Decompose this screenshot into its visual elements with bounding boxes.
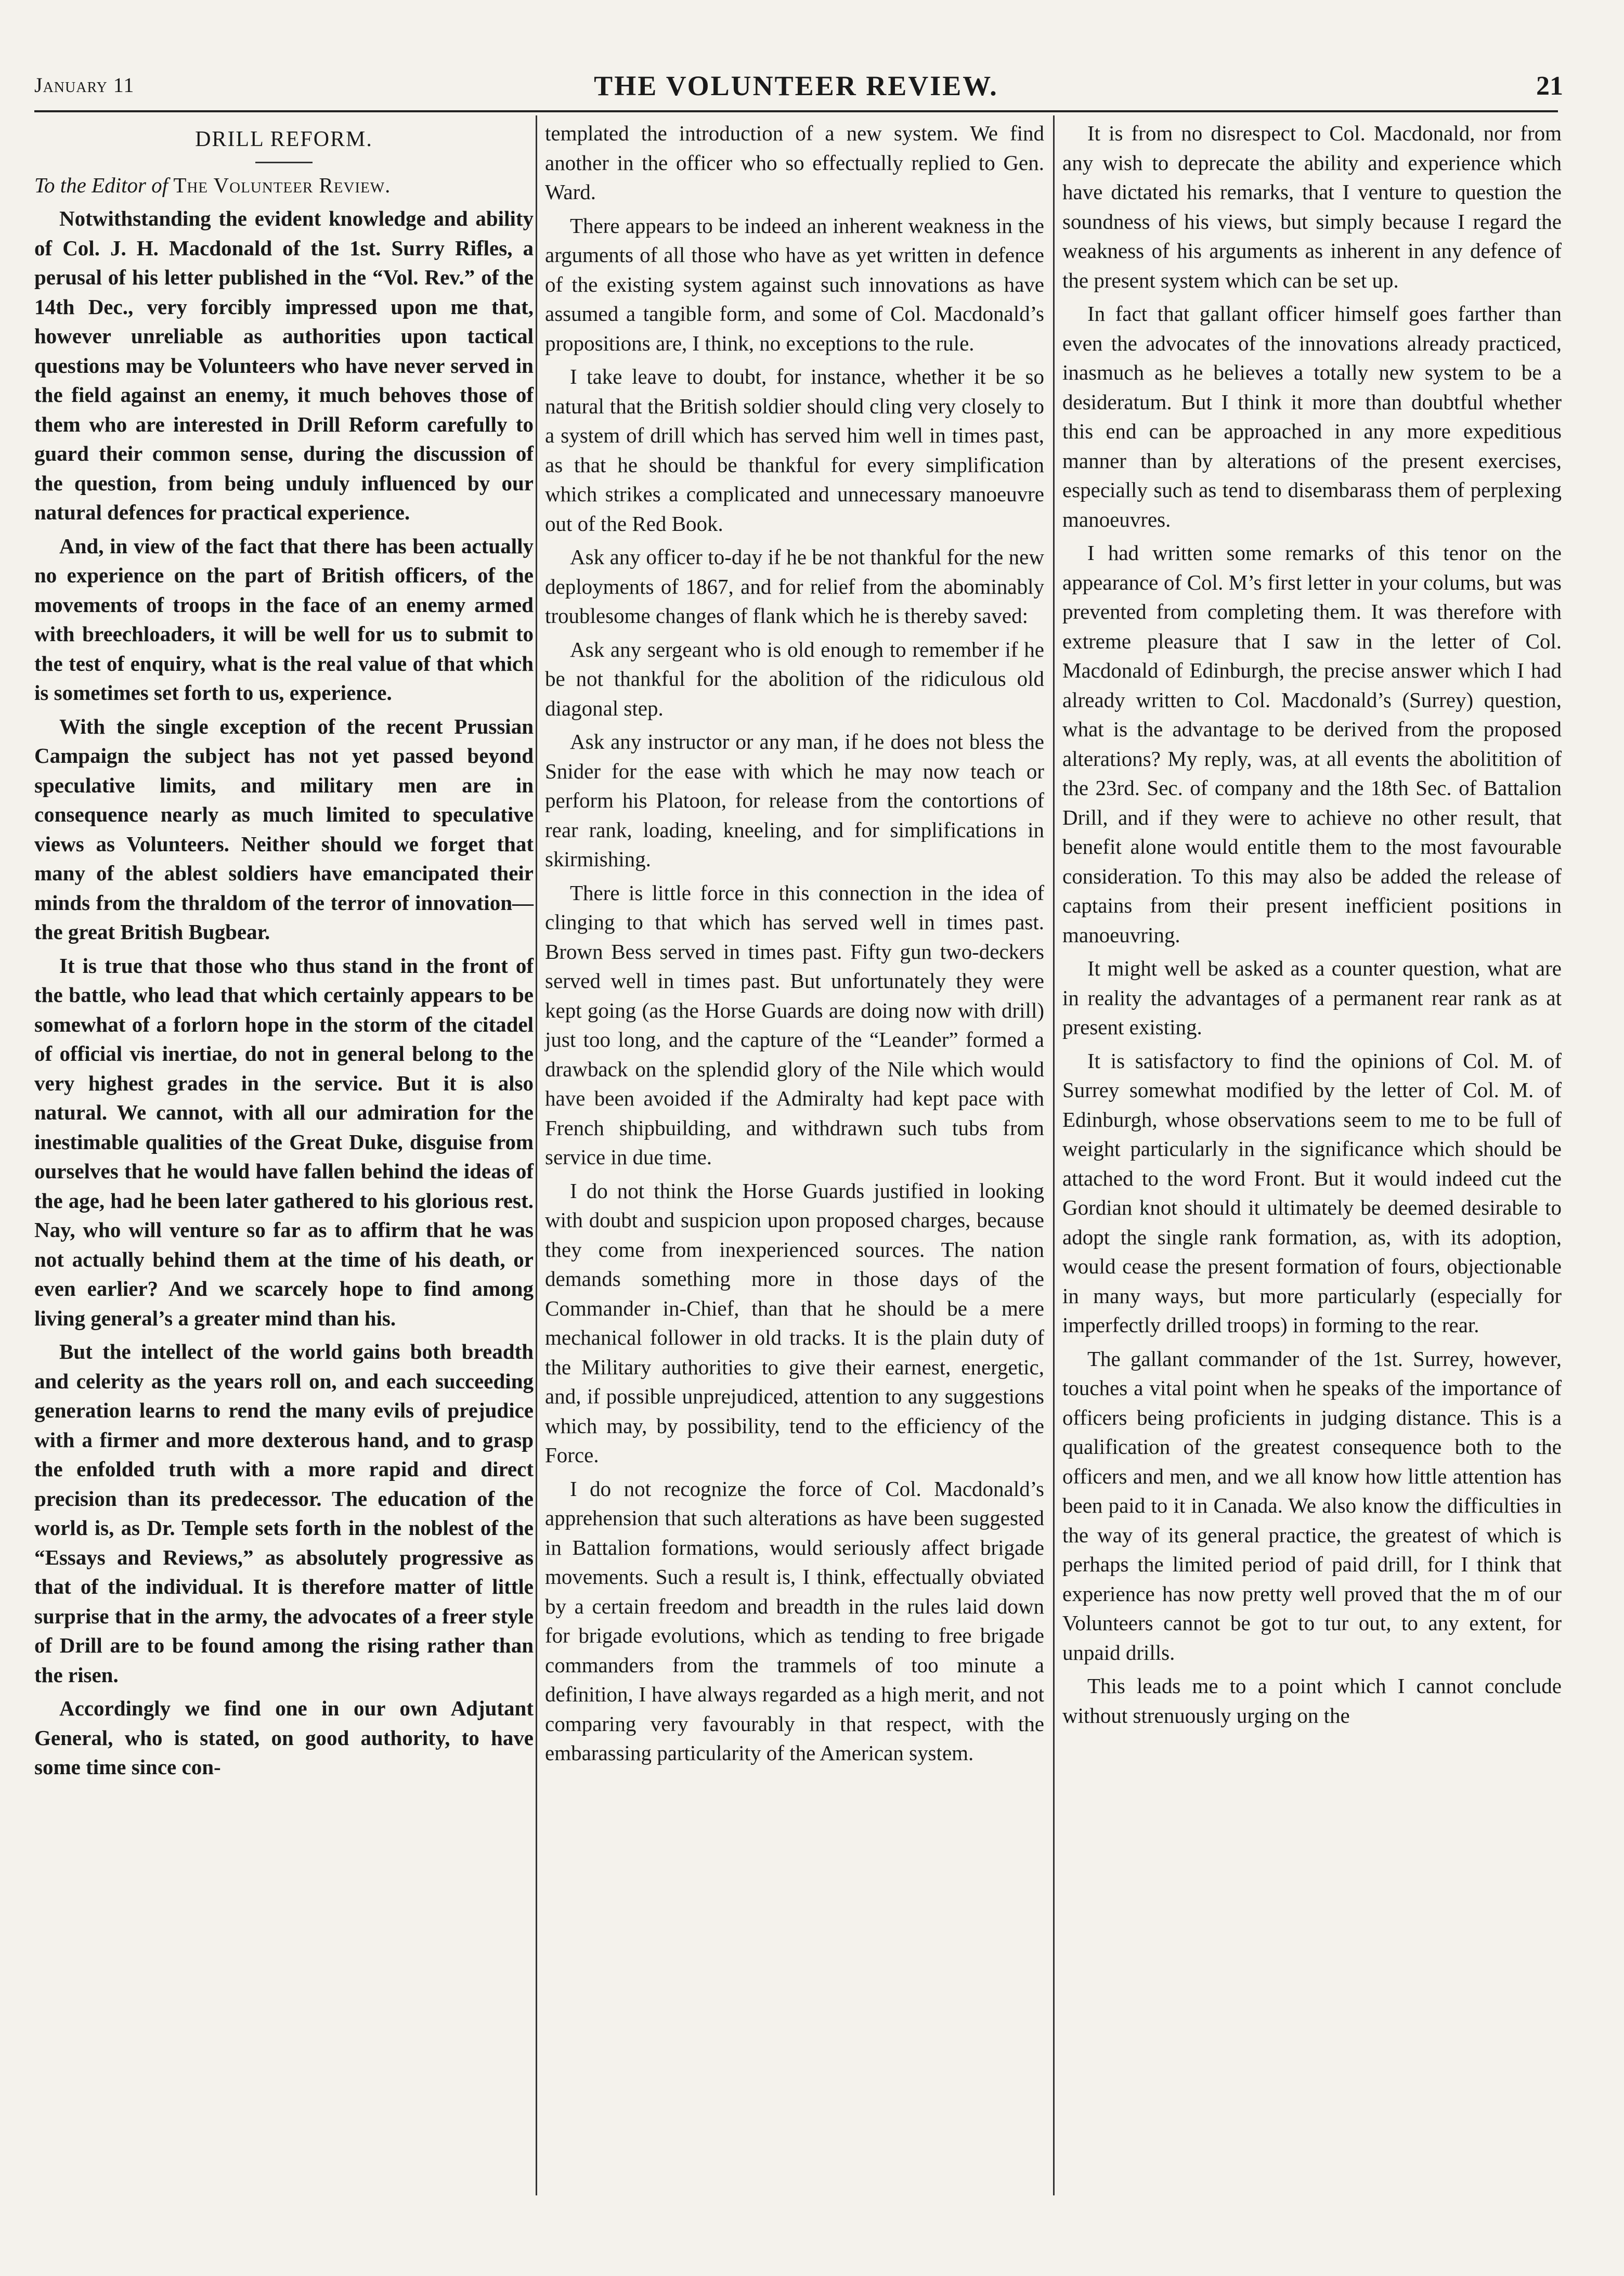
paragraph: This leads me to a point which I cannot conclude without strenuously urging on the — [1062, 1674, 1562, 1727]
paragraph: Ask any instructor or any man, if he does not bless the Snider for the ease with which he may now teach or perform his Platoon, for release from the contortions of rear rank, loading, kneeling, and for simplifications in skirmishing. — [545, 730, 1044, 871]
column-divider — [536, 115, 537, 2195]
paragraph: There appears to be indeed an inherent weakness in the arguments of all those who have as yet written in defence of the existing system against such innovations as have assumed a tangible form, and some of Col. Macdonald’s propositions are, I think, no exceptions to the rule. — [545, 213, 1044, 355]
address-publication: The Volunteer Review. — [173, 173, 391, 197]
paragraph: With the single exception of the recent Prussian Campaign the subject has not yet passed beyond speculative limits, and military men are in consequence nearly as much limited to speculative views as Volunteers. Neither should we forget that many of the ablest soldiers have emancipated their minds from the thraldom of the terror of innovation—the great British Bugbear. — [34, 714, 534, 944]
paragraph: It might well be asked as a counter question, what are in reality the advantages of a permanent rear rank as at present existing. — [1062, 956, 1562, 1039]
paragraph: Ask any officer to-day if he be not thankful for the new deployments of 1867, and for relief from the abominably troublesome changes of flank which he is thereby saved: — [545, 545, 1044, 628]
paragraph: It is from no disrespect to Col. Macdonald, nor from any wish to deprecate the ability and experience which have dictated his remarks, that I venture to question the soundness of his views, but simply because I regard the weakness of his arguments as inherent in any defence of the present system which can be set up. — [1062, 121, 1562, 292]
paragraph: I had written some remarks of this tenor on the appearance of Col. M’s first letter in your colums, but was prevented from completing them. It was therefore with extreme pleasure that I saw in the letter of Col. Macdonald of Edinburgh, the precise answer which I had already written to Col. Macdonald’s (Surrey) question, what is the advantage to be derived from the proposed alterations? My reply, was, at all events the abolitition of the 23rd. Sec. of company and the 18th Sec. of Battalion Drill, and if they were to achieve no other result, that benefit alone would entitle them to the most favourable consideration. To this may also be added the release of captains from their present inefficient positions in manoeuvring. — [1062, 541, 1562, 947]
paragraph: But the intellect of the world gains both breadth and celerity as the years roll on, and each succeeding generation learns to rend the many evils of prejudice with a firmer and more dexterous hand, and to grasp the enfolded truth with a more rapid and direct precision than its predecessor. The education of the world is, as Dr. Temple sets forth in the noblest of the “Essays and Reviews,” as absolutely progressive as that of the individual. It is therefore matter of little surprise that in the army, the advocates of a freer style of Drill are to be found among the rising rather than the risen. — [34, 1339, 534, 1687]
article-title: DRILL REFORM. — [195, 127, 373, 151]
column-1 — [34, 119, 534, 1786]
paragraph: It is true that those who thus stand in the front of the battle, who lead that which certainly appears to be somewhat of a forlorn hope in the storm of the citadel of official vis inertiae, do not in general belong to the very highest grades in the service. But it is also natural. We cannot, with all our admiration for the inestimable qualities of the Great Duke, disguise from ourselves that he would have fallen behind the ideas of the age, had he been later gathered to his glorious rest. Nay, who will venture so far as to affirm that he was not actually behind them at the time of his death, or even earlier? And we scarcely hope to find among living general’s a greater mind than his. — [34, 953, 534, 1330]
paragraph: I do not recognize the force of Col. Macdonald’s apprehension that such alterations as have been suggested in Battalion formations, would seriously affect brigade movements. Such a result is, I think, effectually obviated by a certain freedom and breadth in the rules laid down for brigade evolutions, which as tending to free brigade commanders from the trammels of too minute a definition, I have always regarded as a high merit, and not comparing very favourably in that respect, with the embarassing particularity of the American system. — [545, 1476, 1044, 1765]
address-prefix: To the Editor of — [34, 173, 168, 197]
paragraph: In fact that gallant officer himself goes farther than even the advocates of the innovations already practiced, inasmuch as he believes a totally new system to be a desideratum. But I think it more than doubtful whether this end can be approached in any more expeditious manner than by alterations of the present exercises, especially such as tend to disembarass them of perplexing manoeuvres. — [1062, 302, 1562, 531]
paragraph: Notwithstanding the evident knowledge and ability of Col. J. H. Macdonald of the 1st. Surry Rifles, a perusal of his letter published in the “Vol. Rev.” of the 14th Dec., very forcibly impressed upon me that, however unreliable as authorities upon tactical questions may be Volunteers who have never served in the field against an enemy, it much behoves those of them who are interested in Drill Reform carefully to guard their common sense, during the discussion of the question, from being unduly influenced by our natural defences for practical experience. — [34, 206, 534, 524]
paragraph: I take leave to doubt, for instance, whether it be so natural that the British soldier should cling very closely to a system of drill which has served him well in times past, as that he should be thankful for every simplification which strikes a complicated and unnecessary manoeuvre out of the Red Book. — [545, 365, 1044, 536]
header-rule — [34, 110, 1558, 112]
masthead: THE VOLUNTEER REVIEW. — [594, 70, 998, 101]
paragraph: And, in view of the fact that there has been actually no experience on the part of British officers, of the movements of troops in the face of an enemy armed with breechloaders, it will be well for us to submit to the test of enquiry, what is the real value of that which is sometimes set forth to us, experience. — [34, 534, 534, 705]
issue-date: January 11 — [34, 73, 135, 97]
paragraph: It is satisfactory to find the opinions of Col. M. of Surrey somewhat modified by the letter of Col. M. of Edinburgh, whose observations seem to me to be full of weight particularly in the significance which should be attached to the word Front. But it would indeed cut the Gordian knot should it ultimately be deemed desirable to adopt the single rank formation, as, with its adoption, would cease the present formation of fours, objectionable in many ways, but more particularly (especially for imperfectly drilled troops) in forming to the rear. — [1062, 1048, 1562, 1337]
paragraph: templated the introduction of a new system. We find another in the officer who so effectually replied to Gen. Ward. — [545, 121, 1044, 204]
paragraph: Ask any sergeant who is old enough to remember if he be not thankful for the abolition of the ridiculous old diagonal step. — [545, 637, 1044, 720]
title-rule — [255, 162, 313, 163]
editor-address — [34, 171, 534, 200]
paragraph: I do not think the Horse Guards justified in looking with doubt and suspicion upon proposed charges, because they come from inexperienced sources. The nation demands something more in those days of the Commander in-Chief, than that he should be a mere mechanical follower in old tracks. It is the plain duty of the Military authorities to give their earnest, energetic, and, if possible unprejudiced, attention to any suggestions which may, by possibility, tend to the efficiency of the Force. — [545, 1178, 1044, 1467]
page-header — [34, 70, 1563, 114]
column-2 — [545, 119, 1044, 1772]
column-3 — [1062, 119, 1562, 1734]
paragraph: The gallant commander of the 1st. Surrey, however, touches a vital point when he speaks of the importance of officers being proficients in judging distance. This is a qualification of the greatest consequence both to the officers and men, and we all know how little attention has been paid to it in Canada. We also know the difficulties in the way of its general practice, the greatest of which is perhaps the limited period of paid drill, for I think that experience has now pretty well proved that the m of our Volunteers cannot be got to tur out, to any extent, for unpaid drills. — [1062, 1346, 1562, 1664]
paragraph: Accordingly we find one in our own Adjutant General, who is stated, on good authority, to have some time since con- — [34, 1696, 534, 1779]
paragraph: There is little force in this connection in the idea of clinging to that which has served well in times past. Brown Bess served in times past. Fifty gun two-deckers served well in times past. But unfortunately they were kept going (as the Horse Guards are doing now with drill) just too long, and the capture of the “Leander” formed a drawback on the splendid glory of the Nile which would have been avoided if the Admiralty had kept pace with French shipbuilding, and withdrawn such tubs from service in due time. — [545, 880, 1044, 1169]
page-number: 21 — [1536, 71, 1563, 101]
column-divider — [1053, 115, 1055, 2195]
